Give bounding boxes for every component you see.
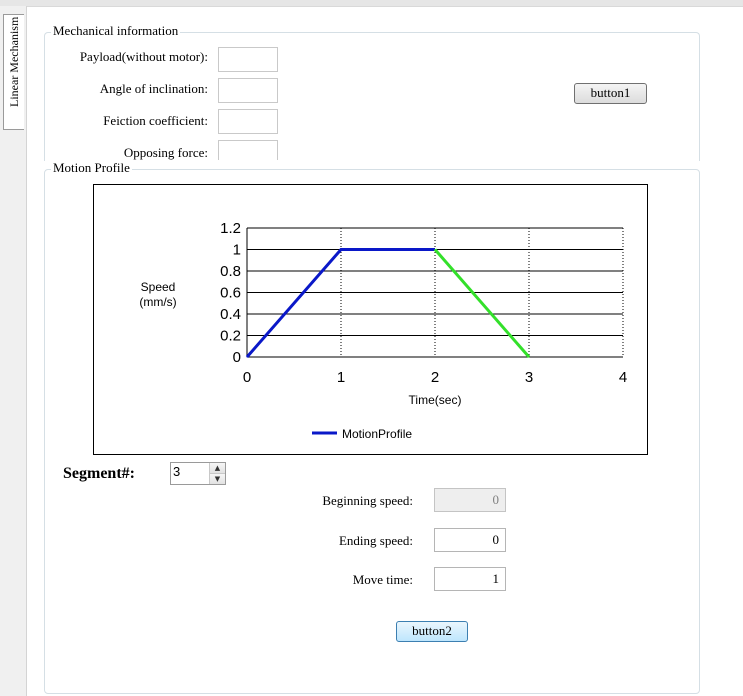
y-tick-label: 1 — [232, 241, 241, 259]
ending-speed-input[interactable]: 0 — [434, 528, 506, 552]
angle-label: Angle of inclination: — [99, 81, 208, 96]
beginning-speed-label: Beginning speed: — [322, 493, 413, 508]
top-bar — [0, 0, 743, 7]
opposing-force-label: Opposing force: — [123, 145, 208, 160]
segment-label: Segment#: — [63, 465, 135, 482]
payload-input[interactable] — [218, 47, 278, 72]
spinner-arrows — [209, 463, 225, 484]
segment-value: 3 — [173, 464, 181, 479]
data-point — [435, 249, 436, 250]
y-tick-label: 0.6 — [220, 284, 241, 302]
spinner-down-icon[interactable]: ▼ — [210, 474, 225, 484]
x-tick-label: 0 — [242, 369, 252, 386]
data-point — [529, 357, 530, 358]
segment-spinner[interactable] — [170, 462, 226, 485]
data-point — [341, 249, 342, 250]
series-line — [435, 250, 529, 358]
y-axis-label: (mm/s) — [139, 295, 177, 309]
y-tick-label: 0.4 — [220, 306, 241, 323]
legend-label: MotionProfile — [342, 427, 413, 441]
x-tick-label: 4 — [618, 369, 628, 386]
x-tick-label: 2 — [430, 369, 440, 386]
x-axis-label: Time(sec) — [408, 393, 462, 407]
opposing-force-input[interactable] — [218, 140, 278, 160]
button1[interactable]: button1 — [574, 83, 647, 104]
friction-input[interactable] — [218, 109, 278, 134]
tab-linear-mechanism[interactable] — [3, 14, 24, 130]
angle-input[interactable] — [218, 78, 278, 103]
mechanical-info-title: Mechanical information — [53, 23, 179, 38]
ending-speed-label: Ending speed: — [338, 533, 413, 548]
tab-strip — [0, 6, 27, 696]
chart-svg — [94, 185, 647, 454]
y-tick-label: 0.2 — [220, 327, 241, 345]
tab-label: Linear Mechanism — [7, 17, 21, 108]
y-tick-label: 1.2 — [220, 220, 241, 237]
y-tick-label: 0.8 — [220, 263, 241, 280]
x-tick-label: 1 — [336, 369, 346, 386]
move-time-label: Move time: — [352, 572, 413, 587]
y-axis-label: Speed — [140, 280, 176, 294]
spinner-up-icon[interactable]: ▲ — [210, 463, 225, 474]
beginning-speed-input: 0 — [434, 488, 506, 512]
payload-label: Payload(without motor): — [79, 49, 208, 64]
x-tick-label: 3 — [524, 369, 534, 386]
friction-label: Feiction coefficient: — [103, 113, 208, 128]
data-point — [247, 357, 248, 358]
button2[interactable]: button2 — [396, 621, 468, 642]
motion-profile-title: Motion Profile — [53, 160, 130, 175]
move-time-input[interactable]: 1 — [434, 567, 506, 591]
motion-profile-chart — [93, 184, 648, 455]
y-tick-label: 0 — [232, 349, 241, 366]
